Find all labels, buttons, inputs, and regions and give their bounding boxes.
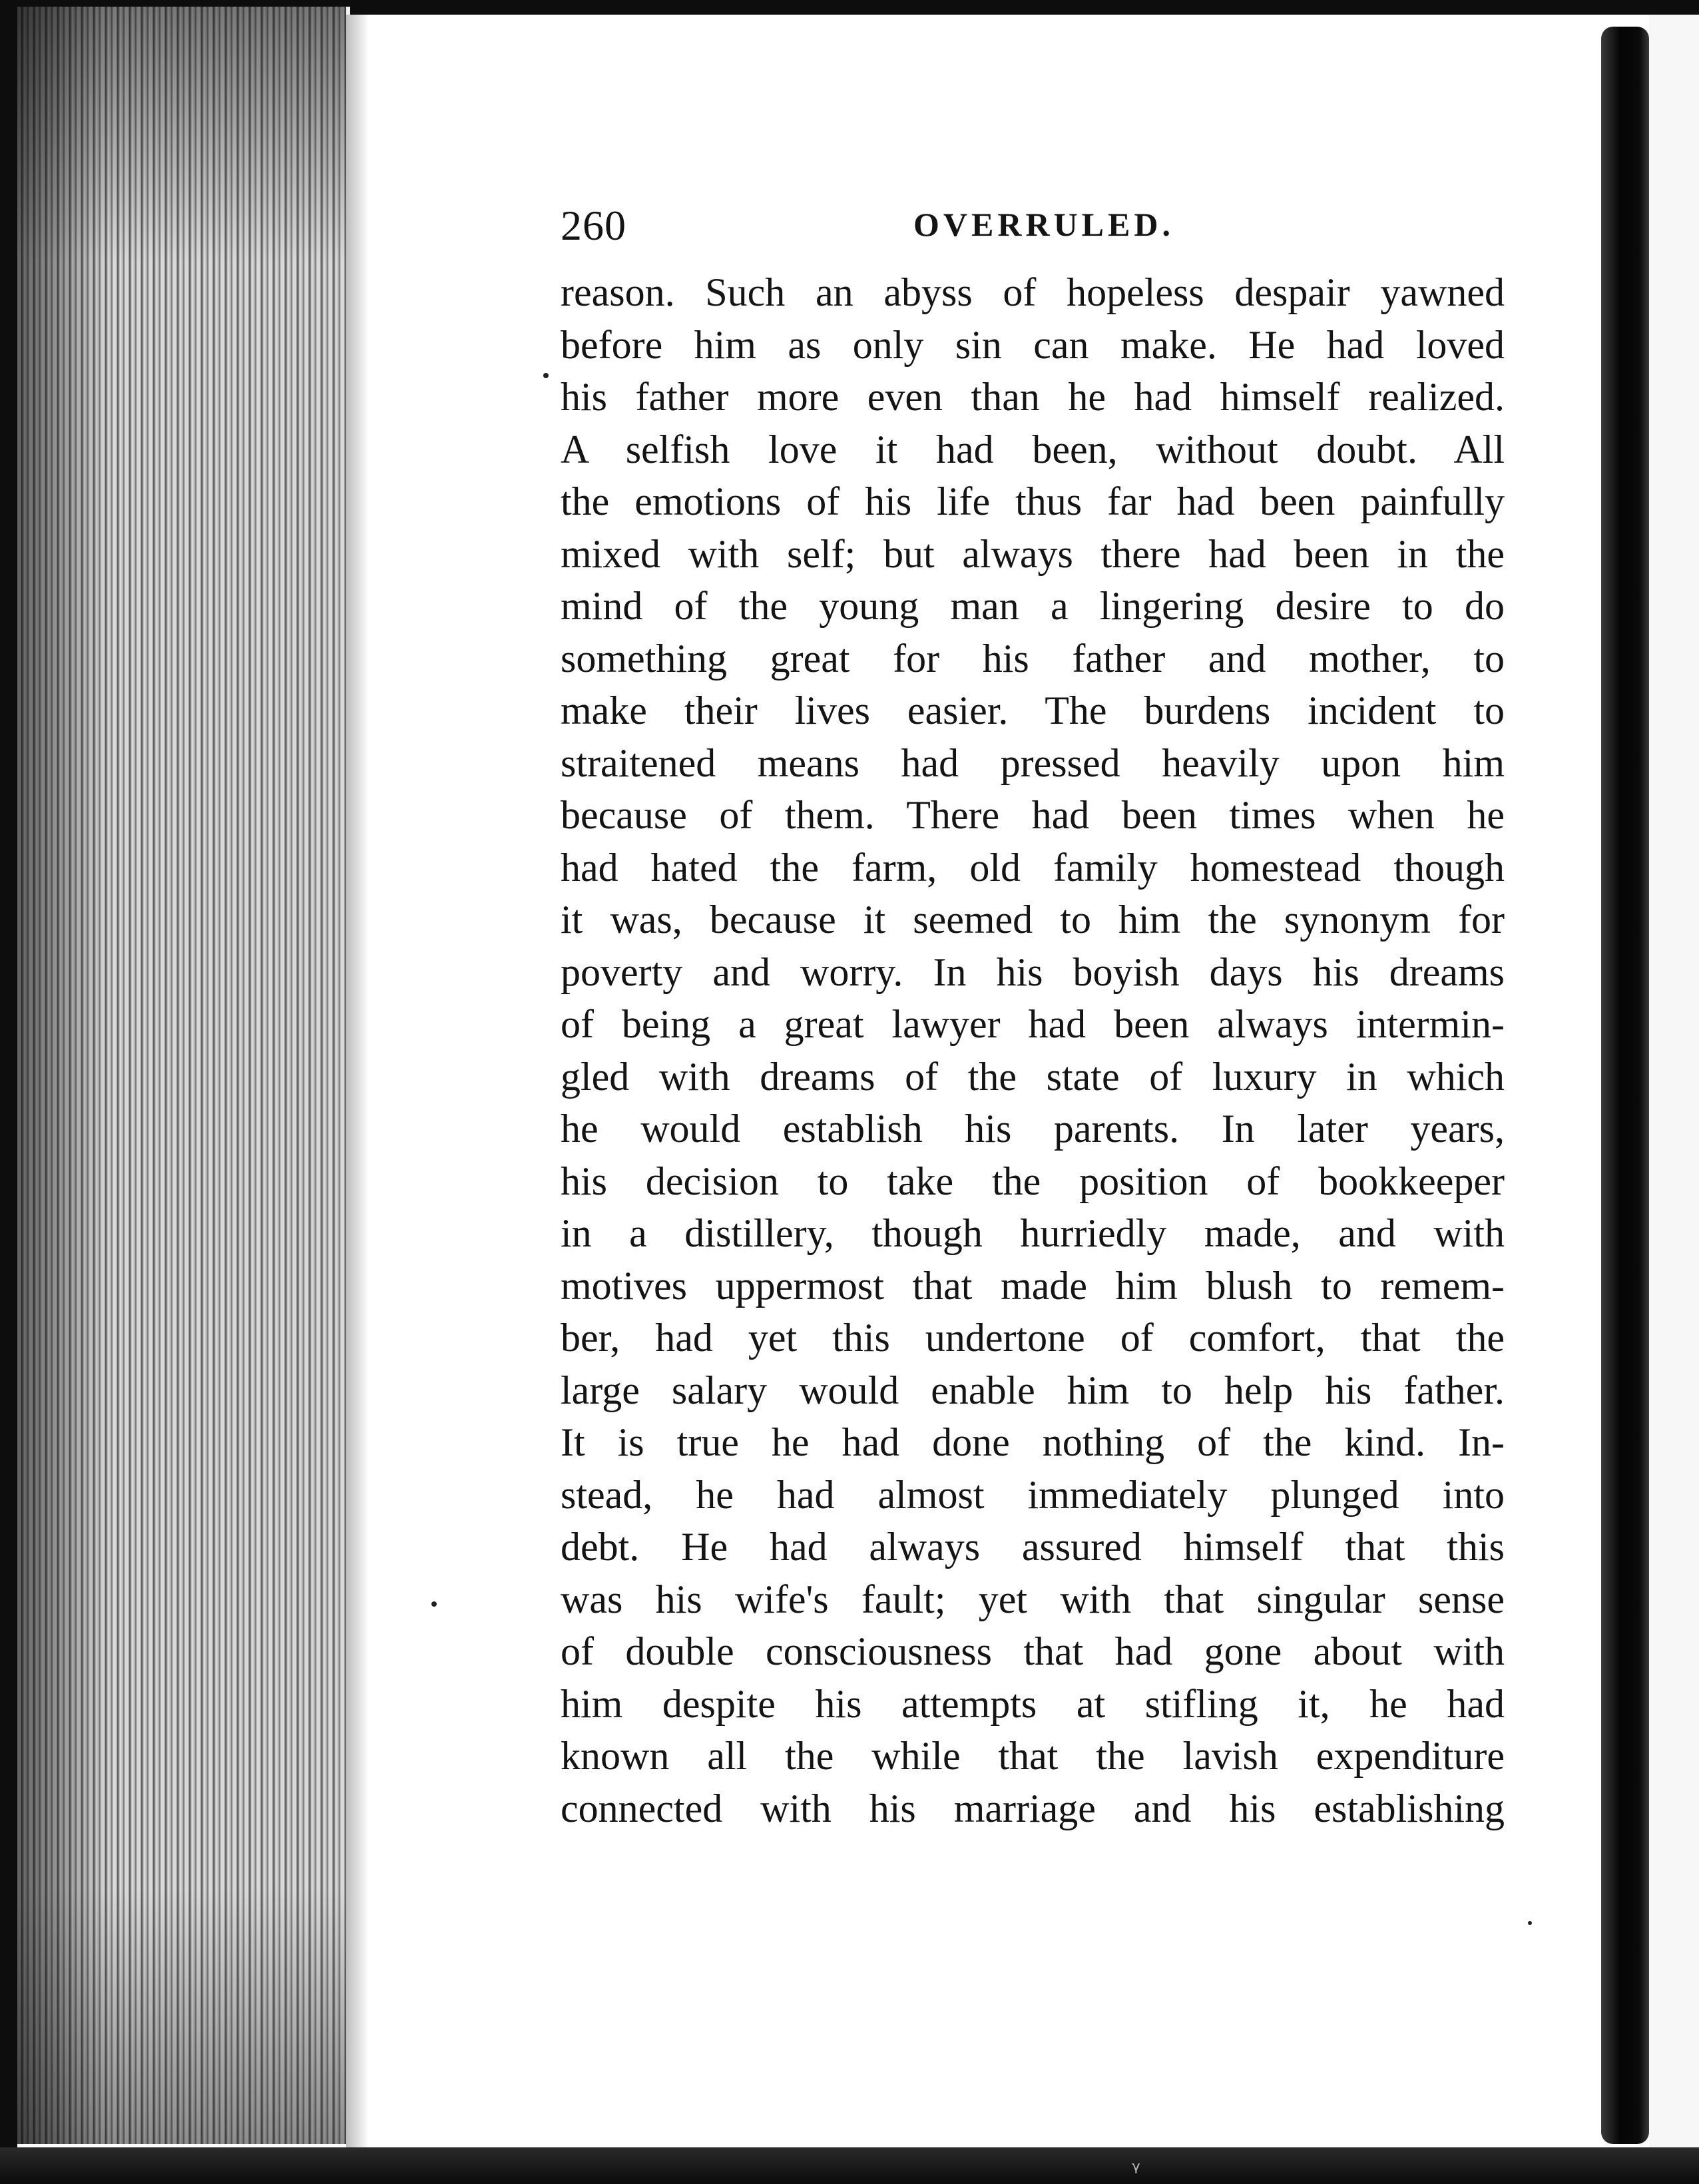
text-line: straitened means had pressed heavily upon him <box>561 740 1505 785</box>
text-line: gled with dreams of the state of luxury in which <box>561 1054 1505 1099</box>
bottom-scan-mark: ᵞ <box>1132 2157 1140 2184</box>
text-line: mixed with self; but always there had been in the <box>561 531 1505 576</box>
dust-speck <box>1528 1921 1532 1925</box>
text-line: It is true he had done nothing of the kind. In- <box>561 1420 1505 1464</box>
text-line: in a distillery, though hurriedly made, and with <box>561 1211 1505 1255</box>
text-line: motives uppermost that made him blush to remem- <box>561 1263 1505 1308</box>
text-line: his decision to take the position of bookkeeper <box>561 1159 1505 1203</box>
text-line: poverty and worry. In his boyish days his dreams <box>561 950 1505 994</box>
page-number: 260 <box>561 202 626 249</box>
text-line: make their lives easier. The burdens incident to <box>561 688 1505 732</box>
text-line: mind of the young man a lingering desire to do <box>561 584 1505 628</box>
next-page-edge <box>1649 15 1699 2147</box>
text-line: before him as only sin can make. He had loved <box>561 322 1505 367</box>
running-head <box>561 186 1505 266</box>
running-title: OVERRULED. <box>913 206 1174 243</box>
text-line: ber, had yet this undertone of comfort, that the <box>561 1316 1505 1360</box>
text-line: known all the while that the lavish expenditure <box>561 1734 1505 1778</box>
text-line: it was, because it seemed to him the synonym for <box>561 898 1505 942</box>
text-line: connected with his marriage and his establishing <box>561 1786 1505 1830</box>
text-line: A selfish love it had been, without doubt. All <box>561 427 1505 471</box>
text-line: of being a great lawyer had been always intermin- <box>561 1002 1505 1046</box>
scan-border-left <box>0 0 17 2184</box>
text-line: he would establish his parents. In later years, <box>561 1107 1505 1151</box>
text-line: him despite his attempts at stifling it, he had <box>561 1681 1505 1726</box>
text-line: because of them. There had been times when he <box>561 793 1505 837</box>
text-line: his father more even than he had himself realized. <box>561 375 1505 419</box>
text-line: of double consciousness that had gone about with <box>561 1629 1505 1673</box>
text-line: the emotions of his life thus far had been painfully <box>561 479 1505 523</box>
page-text-block <box>561 186 1505 1834</box>
text-line: had hated the farm, old family homestead though <box>561 845 1505 890</box>
dust-speck <box>543 373 549 378</box>
text-line: stead, he had almost immediately plunged into <box>561 1472 1505 1517</box>
page-edges-stack <box>17 7 350 2144</box>
text-line: large salary would enable him to help his father. <box>561 1368 1505 1412</box>
book-binding <box>1601 27 1649 2144</box>
scan-border-bottom <box>0 2147 1699 2184</box>
text-line: was his wife's fault; yet with that singular sense <box>561 1577 1505 1621</box>
text-line: something great for his father and mother, to <box>561 636 1505 681</box>
body-text <box>561 266 1505 1834</box>
dust-speck <box>431 1601 437 1607</box>
text-line: reason. Such an abyss of hopeless despair yawned <box>561 270 1505 314</box>
text-line: debt. He had always assured himself that this <box>561 1525 1505 1569</box>
